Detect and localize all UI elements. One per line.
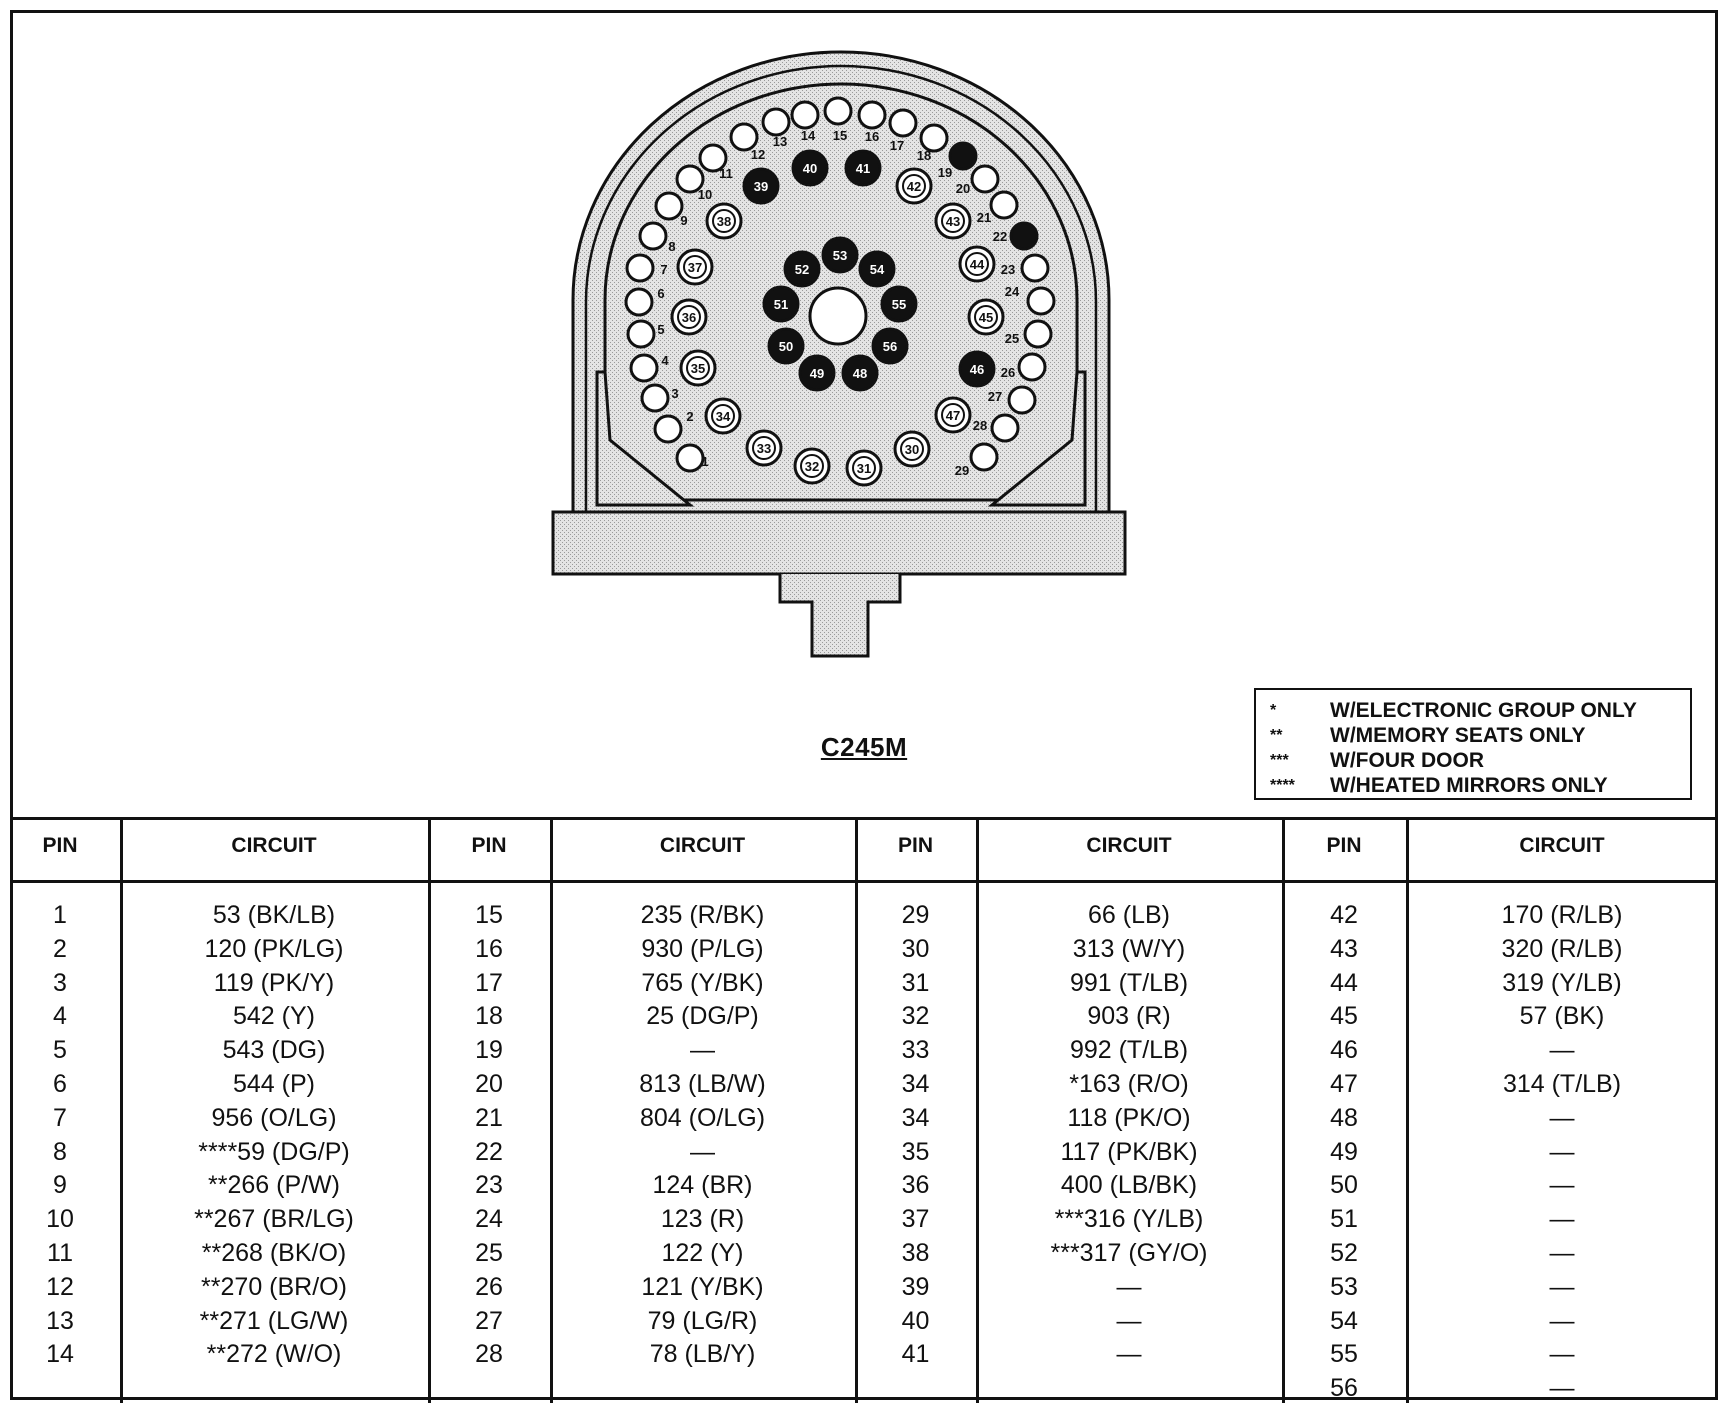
terminal-label-32: 32	[804, 459, 820, 474]
circuit-cell: 118 (PK/O)	[1067, 1103, 1191, 1132]
pin-cell: 34	[901, 1070, 930, 1098]
pin-cell: 9	[53, 1171, 67, 1200]
pin-header: PIN	[42, 834, 78, 857]
terminal-label-37: 37	[687, 260, 703, 275]
circuit-cell: 124 (BR)	[652, 1171, 753, 1200]
circuit-cell: 543 (DG)	[222, 1036, 326, 1065]
pin-cell: 24	[475, 1205, 503, 1234]
pin-cell: 1	[53, 901, 67, 929]
pin-cell: 36	[901, 1171, 930, 1200]
terminal-label-43: 43	[945, 214, 961, 229]
terminal-label-8: 8	[668, 239, 676, 254]
terminal-5	[628, 321, 654, 347]
pin-cell: 41	[901, 1340, 930, 1369]
pin-circuit-table	[10, 817, 1718, 1403]
circuit-cell: ***316 (Y/LB)	[1054, 1205, 1204, 1234]
legend-row	[1270, 773, 1690, 798]
pin-cell: 11	[47, 1239, 73, 1267]
terminal-label-11: 11	[719, 166, 733, 181]
circuit-cell: **266 (P/W)	[208, 1171, 340, 1200]
pin-cell: 44	[1330, 968, 1358, 997]
circuit-cell: 544 (P)	[233, 1070, 315, 1098]
legend-row	[1270, 748, 1690, 773]
circuit-cell: 314 (T/LB)	[1502, 1070, 1622, 1098]
terminal-label-7: 7	[660, 262, 668, 277]
terminal-4	[631, 355, 657, 381]
terminal-label-21: 21	[976, 210, 992, 225]
circuit-cell: **271 (LG/W)	[199, 1306, 349, 1335]
terminal-label-12: 12	[750, 147, 766, 162]
pin-cell: 48	[1330, 1103, 1358, 1132]
terminal-label-22: 22	[992, 229, 1008, 244]
terminal-label-51: 51	[773, 297, 789, 312]
terminal-label-45: 45	[978, 310, 994, 325]
pin-cell: 39	[901, 1272, 930, 1301]
pin-cell: 47	[1330, 1070, 1358, 1098]
pin-header: PIN	[1326, 834, 1362, 857]
terminal-14	[792, 102, 818, 128]
legend-mark: ***	[1270, 751, 1289, 769]
legend-text: W/MEMORY SEATS ONLY	[1330, 723, 1586, 747]
terminal-19	[950, 143, 976, 169]
terminal-27	[1009, 387, 1035, 413]
terminal-label-49: 49	[809, 366, 825, 381]
terminal-label-18: 18	[916, 148, 932, 163]
terminal-label-14: 14	[800, 128, 816, 143]
terminal-label-19: 19	[937, 165, 953, 180]
pin-cell: 3	[53, 968, 67, 997]
terminal-2	[655, 416, 681, 442]
terminal-25	[1025, 321, 1051, 347]
circuit-cell: 78 (LB/Y)	[649, 1340, 756, 1369]
terminal-label-35: 35	[690, 361, 706, 376]
terminal-label-2: 2	[686, 409, 694, 424]
terminal-label-10: 10	[697, 187, 713, 202]
terminal-8	[640, 223, 666, 249]
terminal-label-1: 1	[701, 454, 709, 469]
pin-cell: 17	[475, 968, 503, 997]
terminal-label-4: 4	[661, 353, 669, 368]
terminal-label-41: 41	[855, 161, 871, 176]
pin-cell: 35	[901, 1137, 930, 1166]
table-header-divider	[10, 880, 1718, 883]
circuit-cell: 992 (T/LB)	[1069, 1036, 1189, 1065]
circuit-cell: 320 (R/LB)	[1501, 934, 1623, 963]
pin-cell: 51	[1330, 1205, 1358, 1234]
circuit-cell: **270 (BR/O)	[201, 1272, 347, 1301]
terminal-15	[825, 98, 851, 124]
circuit-cell: 122 (Y)	[661, 1239, 744, 1267]
pin-cell: 56	[1330, 1374, 1358, 1403]
circuit-cell: 542 (Y)	[233, 1002, 315, 1031]
pin-cell: 40	[901, 1306, 930, 1335]
legend-text: W/HEATED MIRRORS ONLY	[1330, 773, 1608, 797]
circuit-cell: 57 (BK)	[1519, 1002, 1605, 1031]
circuit-cell: 117 (PK/BK)	[1060, 1137, 1198, 1166]
circuit-cell: 121 (Y/BK)	[641, 1272, 764, 1301]
pin-header: PIN	[897, 834, 933, 857]
terminal-label-39: 39	[753, 179, 769, 194]
circuit-cell: 123 (R)	[660, 1205, 745, 1234]
circuit-cell: 119 (PK/Y)	[213, 968, 335, 997]
pin-cell: 42	[1330, 901, 1358, 929]
legend-row	[1270, 698, 1690, 723]
circuit-cell: 765 (Y/BK)	[641, 968, 764, 997]
terminal-label-6: 6	[657, 286, 665, 301]
terminal-label-50: 50	[778, 339, 794, 354]
circuit-cell: 813 (LB/W)	[639, 1070, 766, 1098]
pin-cell: 20	[475, 1070, 503, 1098]
circuit-cell: 991 (T/LB)	[1069, 968, 1189, 997]
terminal-label-44: 44	[969, 257, 985, 272]
pin-cell: 43	[1330, 934, 1358, 963]
pin-cell: 28	[475, 1340, 503, 1369]
terminal-label-40: 40	[802, 161, 818, 176]
circuit-cell: 25 (DG/P)	[646, 1002, 759, 1031]
terminal-1	[677, 445, 703, 471]
circuit-cell: *163 (R/O)	[1069, 1070, 1189, 1098]
terminal-label-15: 15	[832, 128, 848, 143]
pin-cell: 14	[46, 1340, 74, 1369]
pin-cell: 10	[46, 1205, 74, 1234]
pin-header: PIN	[471, 834, 507, 857]
circuit-cell: —	[690, 1036, 715, 1065]
pin-cell: 18	[475, 1002, 503, 1031]
terminal-6	[626, 289, 652, 315]
terminal-label-28: 28	[972, 418, 988, 433]
terminal-label-16: 16	[864, 129, 880, 144]
pin-cell: 25	[475, 1239, 503, 1267]
terminal-24	[1028, 288, 1054, 314]
circuit-cell: 319 (Y/LB)	[1502, 968, 1622, 997]
terminal-22	[1011, 223, 1037, 249]
terminal-7	[627, 255, 653, 281]
pin-cell: 27	[475, 1306, 503, 1335]
circuit-cell: —	[1549, 1306, 1575, 1335]
circuit-header: CIRCUIT	[1086, 834, 1172, 857]
pin-cell: 31	[901, 968, 930, 997]
pin-cell: 13	[46, 1306, 74, 1335]
circuit-cell: 903 (R)	[1087, 1002, 1171, 1031]
terminal-label-54: 54	[869, 262, 885, 277]
pin-cell: 52	[1330, 1239, 1358, 1267]
terminal-label-5: 5	[657, 322, 665, 337]
pin-cell: 45	[1330, 1002, 1358, 1031]
pin-cell: 5	[53, 1036, 67, 1065]
legend-mark: *	[1270, 701, 1277, 719]
circuit-cell: —	[1549, 1340, 1575, 1369]
pin-cell: 22	[475, 1137, 503, 1166]
pin-cell: 6	[53, 1070, 67, 1098]
terminal-28	[992, 415, 1018, 441]
pin-cell: 30	[901, 934, 930, 963]
pin-cell: 21	[475, 1103, 503, 1132]
terminal-label-53: 53	[832, 248, 848, 263]
center-hole	[810, 288, 866, 344]
connector-stem	[780, 574, 900, 656]
pin-cell: 23	[475, 1171, 503, 1200]
pin-cell: 29	[901, 901, 930, 929]
terminal-label-52: 52	[794, 262, 810, 277]
circuit-cell: 170 (R/LB)	[1501, 901, 1623, 929]
terminal-20	[972, 166, 998, 192]
terminal-17	[890, 110, 916, 136]
terminal-label-56: 56	[882, 339, 898, 354]
legend-text: W/FOUR DOOR	[1330, 748, 1484, 772]
circuit-cell: 66 (LB)	[1088, 901, 1170, 929]
terminal-label-30: 30	[904, 442, 920, 457]
legend-row	[1270, 723, 1690, 748]
terminal-13	[763, 109, 789, 135]
pin-cell: 38	[901, 1239, 930, 1267]
terminal-21	[991, 192, 1017, 218]
circuit-cell: —	[1549, 1036, 1575, 1065]
legend-text: W/ELECTRONIC GROUP ONLY	[1330, 698, 1637, 722]
pin-cell: 15	[475, 901, 503, 929]
circuit-cell: —	[1549, 1103, 1575, 1132]
terminal-label-9: 9	[680, 213, 688, 228]
circuit-cell: 400 (LB/BK)	[1060, 1171, 1198, 1200]
terminal-label-26: 26	[1000, 365, 1016, 380]
pin-cell: 33	[901, 1036, 930, 1065]
circuit-cell: —	[1116, 1272, 1142, 1301]
circuit-cell: ***317 (GY/O)	[1050, 1239, 1208, 1267]
terminal-label-48: 48	[852, 366, 868, 381]
terminal-label-31: 31	[856, 461, 872, 476]
pin-cell: 50	[1330, 1171, 1358, 1200]
legend-mark: **	[1270, 726, 1283, 744]
pin-cell: 8	[53, 1137, 67, 1166]
terminal-16	[859, 102, 885, 128]
pin-cell: 32	[901, 1002, 930, 1031]
terminal-label-36: 36	[681, 310, 697, 325]
pin-cell: 37	[901, 1205, 930, 1234]
circuit-header: CIRCUIT	[1519, 834, 1605, 857]
terminal-label-20: 20	[955, 181, 971, 196]
terminal-label-3: 3	[671, 386, 679, 401]
circuit-header: CIRCUIT	[231, 834, 317, 857]
terminal-label-38: 38	[716, 214, 732, 229]
pin-cell: 7	[53, 1103, 67, 1132]
circuit-cell: 930 (P/LG)	[641, 934, 764, 963]
circuit-cell: —	[1549, 1137, 1575, 1166]
circuit-cell: —	[690, 1137, 715, 1166]
circuit-cell: —	[1549, 1205, 1575, 1234]
circuit-cell: 313 (W/Y)	[1072, 934, 1186, 963]
terminal-label-17: 17	[889, 138, 905, 153]
pin-cell: 49	[1330, 1137, 1358, 1166]
circuit-cell: ****59 (DG/P)	[198, 1137, 350, 1166]
pin-cell: 53	[1330, 1272, 1358, 1301]
pin-cell: 26	[475, 1272, 503, 1301]
pin-cell: 19	[475, 1036, 503, 1065]
terminal-label-42: 42	[906, 179, 922, 194]
circuit-header: CIRCUIT	[659, 834, 746, 857]
circuit-cell: 53 (BK/LB)	[212, 901, 336, 929]
pin-cell: 2	[53, 934, 67, 963]
circuit-cell: —	[1116, 1340, 1142, 1369]
terminal-label-33: 33	[756, 441, 772, 456]
circuit-cell: **268 (BK/O)	[201, 1239, 347, 1267]
terminal-26	[1019, 354, 1045, 380]
circuit-cell: 120 (PK/LG)	[204, 934, 344, 963]
pin-cell: 16	[475, 934, 503, 963]
circuit-cell: 235 (R/BK)	[640, 901, 765, 929]
terminal-label-55: 55	[891, 297, 907, 312]
terminal-label-27: 27	[987, 389, 1003, 404]
circuit-cell: 79 (LG/R)	[647, 1306, 758, 1335]
circuit-cell: **272 (W/O)	[206, 1340, 342, 1369]
terminal-23	[1022, 255, 1048, 281]
terminal-label-34: 34	[715, 409, 731, 424]
terminal-29	[971, 444, 997, 470]
circuit-cell: —	[1549, 1272, 1575, 1301]
circuit-cell: **267 (BR/LG)	[194, 1205, 354, 1234]
pin-cell: 4	[53, 1002, 67, 1031]
terminal-label-46: 46	[969, 362, 985, 377]
terminal-label-24: 24	[1004, 284, 1020, 299]
terminal-9	[656, 193, 682, 219]
terminal-label-47: 47	[945, 408, 961, 423]
connector-title: C245M	[820, 732, 908, 762]
pin-cell: 12	[46, 1272, 74, 1301]
pin-cell: 54	[1330, 1306, 1358, 1335]
circuit-cell: —	[1549, 1171, 1575, 1200]
terminal-label-23: 23	[1000, 262, 1016, 277]
circuit-cell: —	[1549, 1239, 1575, 1267]
circuit-cell: —	[1549, 1374, 1575, 1403]
terminal-label-29: 29	[954, 463, 970, 478]
terminal-label-13: 13	[772, 134, 788, 149]
pin-cell: 34	[901, 1103, 930, 1132]
terminal-label-25: 25	[1004, 331, 1020, 346]
terminal-3	[642, 385, 668, 411]
pin-cell: 55	[1330, 1340, 1358, 1369]
legend-box	[1254, 688, 1692, 800]
circuit-cell: 804 (O/LG)	[639, 1103, 766, 1132]
connector-base	[553, 512, 1125, 574]
legend-mark: ****	[1270, 776, 1295, 794]
circuit-cell: —	[1116, 1306, 1142, 1335]
circuit-cell: 956 (O/LG)	[211, 1103, 337, 1132]
pin-cell: 46	[1330, 1036, 1358, 1065]
